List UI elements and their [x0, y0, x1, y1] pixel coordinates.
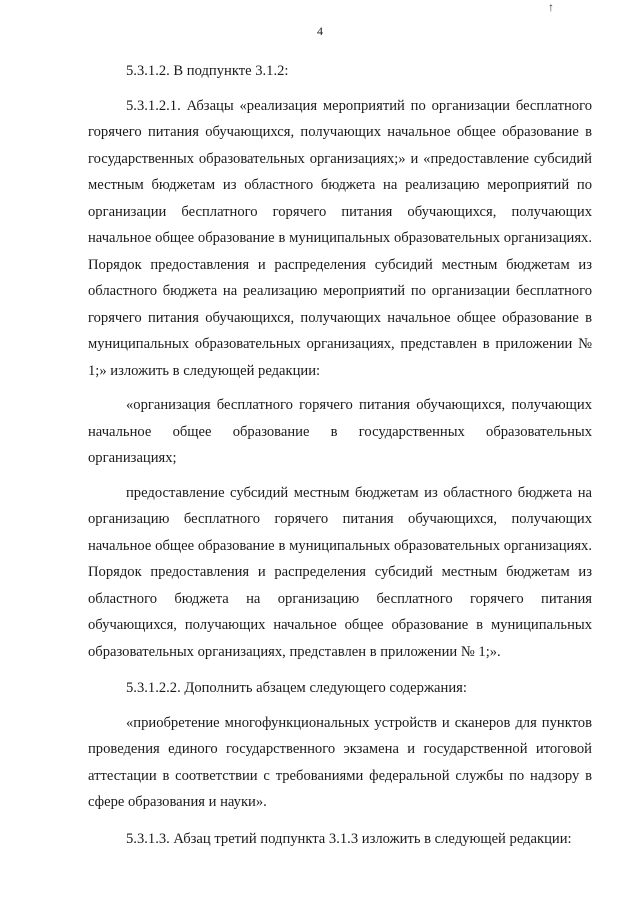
- page-number: 4: [317, 24, 323, 38]
- corner-mark: ↑: [548, 0, 554, 14]
- paragraph-quote-subsidies: предоставление субсидий местным бюджетам из областного бюджета на организацию бесплатного горячего питания обучающихся, получающих начальное общее образование в муниципальных образовательных организациях. Порядок предоставления и распределения субсидий местным бюджетам из областного бюджета на организацию бесплатного горячего питания обучающихся, получающих начальное общее образование в муниципальных образовательных организациях, представлен в приложении № 1;».: [88, 484, 592, 660]
- paragraph-5-3-1-2-1: 5.3.1.2.1. Абзацы «реализация мероприятий по организации бесплатного горячего питания обучающихся, получающих начальное общее образование в государственных образовательных организациях;» и «предоставление субсидий местным бюджетам из областного бюджета на реализацию мероприятий по организации бесплатного горячего питания обучающихся, получающих начальное общее образование в муниципальных образовательных организациях. Порядок предоставления и распределения субсидий местным бюджетам из областного бюджета на реализацию мероприятий по организации бесплатного горячего питания обучающихся, получающих начальное общее образование в муниципальных образовательных организациях, представлен в приложении № 1;» изложить в следующей редакции:: [88, 97, 592, 379]
- paragraph-5-3-1-2-2: 5.3.1.2.2. Дополнить абзацем следующего содержания:: [126, 680, 467, 696]
- paragraph-5-3-1-3: 5.3.1.3. Абзац третий подпункта 3.1.3 изложить в следующей редакции:: [126, 830, 572, 847]
- paragraph-quote-devices: «приобретение многофункциональных устройств и сканеров для пунктов проведения единого государственного экзамена и государственной итоговой аттестации в соответствии с требованиями федеральной службы по надзору в сфере образования и науки».: [88, 714, 592, 810]
- paragraph-5-3-1-2: 5.3.1.2. В подпункте 3.1.2:: [126, 63, 289, 79]
- paragraph-quote-organization: «организация бесплатного горячего питания обучающихся, получающих начальное общее образование в государственных образовательных организациях;: [88, 397, 592, 466]
- document-body: [88, 58, 592, 852]
